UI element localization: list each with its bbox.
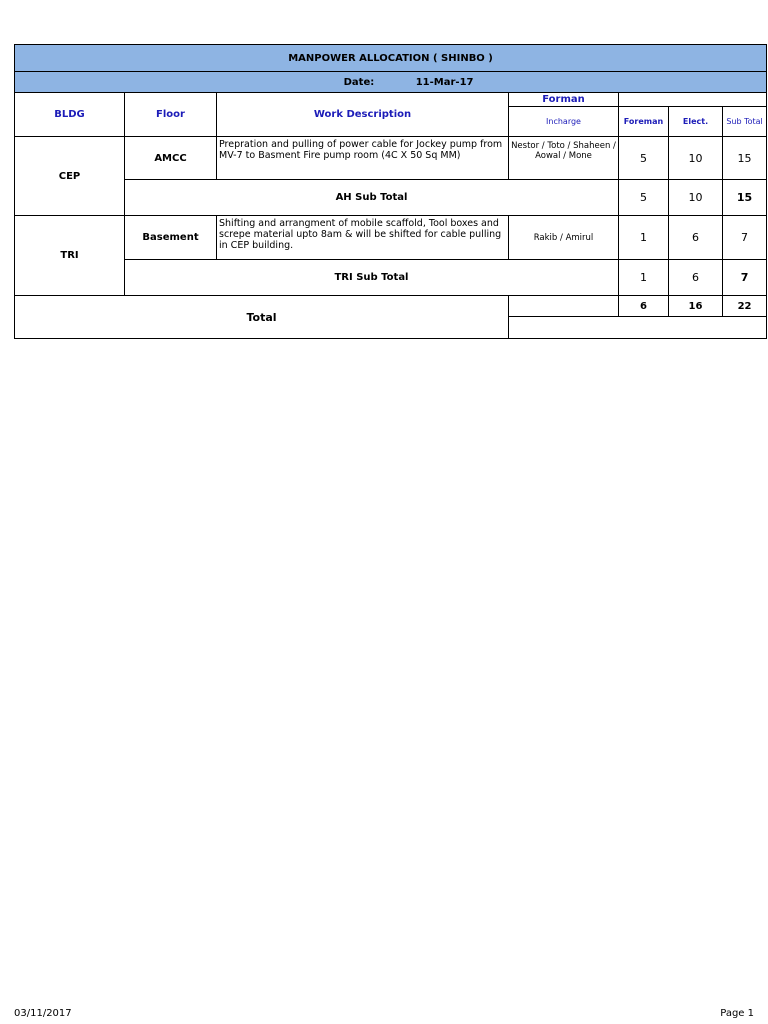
header-blank <box>619 93 767 107</box>
bldg-cell: CEP <box>15 137 125 216</box>
incharge-cell: Nestor / Toto / Shaheen / Aowal / Mone <box>509 137 619 180</box>
floor-cell: Basement <box>125 216 217 260</box>
header-forman: Forman <box>509 93 619 107</box>
subtotal-row <box>15 260 767 296</box>
total-foreman: 6 <box>619 296 669 317</box>
elect-count: 6 <box>669 216 723 260</box>
date-cell <box>15 72 767 93</box>
subtotal-total: 7 <box>723 260 767 296</box>
header-floor: Floor <box>125 93 217 137</box>
header-sub-total: Sub Total <box>723 107 767 137</box>
header-bldg: BLDG <box>15 93 125 137</box>
total-elect: 16 <box>669 296 723 317</box>
subtotal-elect: 10 <box>669 180 723 216</box>
table-row <box>15 137 767 180</box>
subtotal-label: TRI Sub Total <box>125 260 619 296</box>
footer-date: 03/11/2017 <box>14 1008 72 1019</box>
subtotal-row <box>15 180 767 216</box>
header-incharge: Incharge <box>509 107 619 137</box>
subtotal-label: AH Sub Total <box>125 180 619 216</box>
date-value: 11-Mar-17 <box>415 76 474 88</box>
floor-cell: AMCC <box>125 137 217 180</box>
sub-total-count: 7 <box>723 216 767 260</box>
total-label: Total <box>15 296 509 339</box>
sheet-title: MANPOWER ALLOCATION ( SHINBO ) <box>15 45 767 72</box>
bldg-cell: TRI <box>15 216 125 296</box>
work-description-cell: Prepration and pulling of power cable for Jockey pump from MV-7 to Basment Fire pump room (4C X 50 Sq MM) <box>217 137 509 180</box>
manpower-allocation-table <box>14 44 767 339</box>
header-foreman: Foreman <box>619 107 669 137</box>
subtotal-total: 15 <box>723 180 767 216</box>
total-blank <box>509 296 619 317</box>
footer-page-number: Page 1 <box>720 1008 754 1019</box>
date-label: Date: <box>343 76 375 88</box>
elect-count: 10 <box>669 137 723 180</box>
subtotal-foreman: 5 <box>619 180 669 216</box>
foreman-count: 5 <box>619 137 669 180</box>
total-row <box>15 296 767 317</box>
sub-total-count: 15 <box>723 137 767 180</box>
table-row <box>15 216 767 260</box>
total-sub-total: 22 <box>723 296 767 317</box>
header-elect: Elect. <box>669 107 723 137</box>
foreman-count: 1 <box>619 216 669 260</box>
incharge-cell: Rakib / Amirul <box>509 216 619 260</box>
total-blank-cell <box>509 317 767 339</box>
work-description-cell: Shifting and arrangment of mobile scaffold, Tool boxes and screpe material upto 8am & will be shifted for cable pulling in CEP building. <box>217 216 509 260</box>
subtotal-elect: 6 <box>669 260 723 296</box>
header-work-description: Work Description <box>217 93 509 137</box>
subtotal-foreman: 1 <box>619 260 669 296</box>
